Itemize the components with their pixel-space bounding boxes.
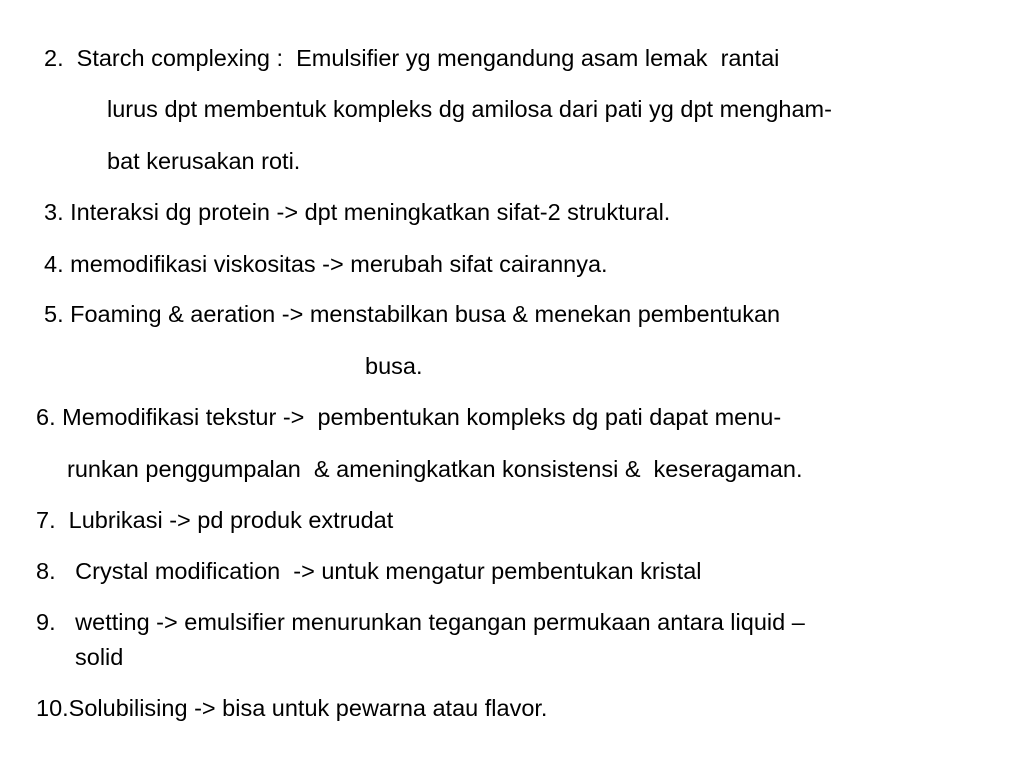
- item-3-protein-interaction: 3. Interaksi dg protein -> dpt meningkatkan sifat-2 struktural.: [44, 199, 671, 225]
- item-2-continuation-1: lurus dpt membentuk kompleks dg amilosa dari pati yg dpt mengham-: [107, 96, 832, 122]
- item-9-continuation: solid: [75, 644, 124, 670]
- item-6-continuation: runkan penggumpalan & ameningkatkan konsistensi & keseragaman.: [67, 456, 803, 482]
- item-2-starch-complexing: 2. Starch complexing : Emulsifier yg mengandung asam lemak rantai: [44, 45, 780, 71]
- item-7-lubrication: 7. Lubrikasi -> pd produk extrudat: [36, 507, 394, 533]
- item-4-viscosity: 4. memodifikasi viskositas -> merubah sifat cairannya.: [44, 251, 608, 277]
- item-2-continuation-2: bat kerusakan roti.: [107, 148, 301, 174]
- item-5-foaming: 5. Foaming & aeration -> menstabilkan busa & menekan pembentukan: [44, 301, 781, 327]
- item-6-texture: 6. Memodifikasi tekstur -> pembentukan kompleks dg pati dapat menu-: [36, 404, 782, 430]
- item-10-solubilising: 10.Solubilising -> bisa untuk pewarna atau flavor.: [36, 695, 548, 721]
- item-9-wetting: 9. wetting -> emulsifier menurunkan tegangan permukaan antara liquid –: [36, 609, 805, 635]
- item-8-crystal-modification: 8. Crystal modification -> untuk mengatur pembentukan kristal: [36, 558, 702, 584]
- item-5-continuation: busa.: [365, 353, 423, 379]
